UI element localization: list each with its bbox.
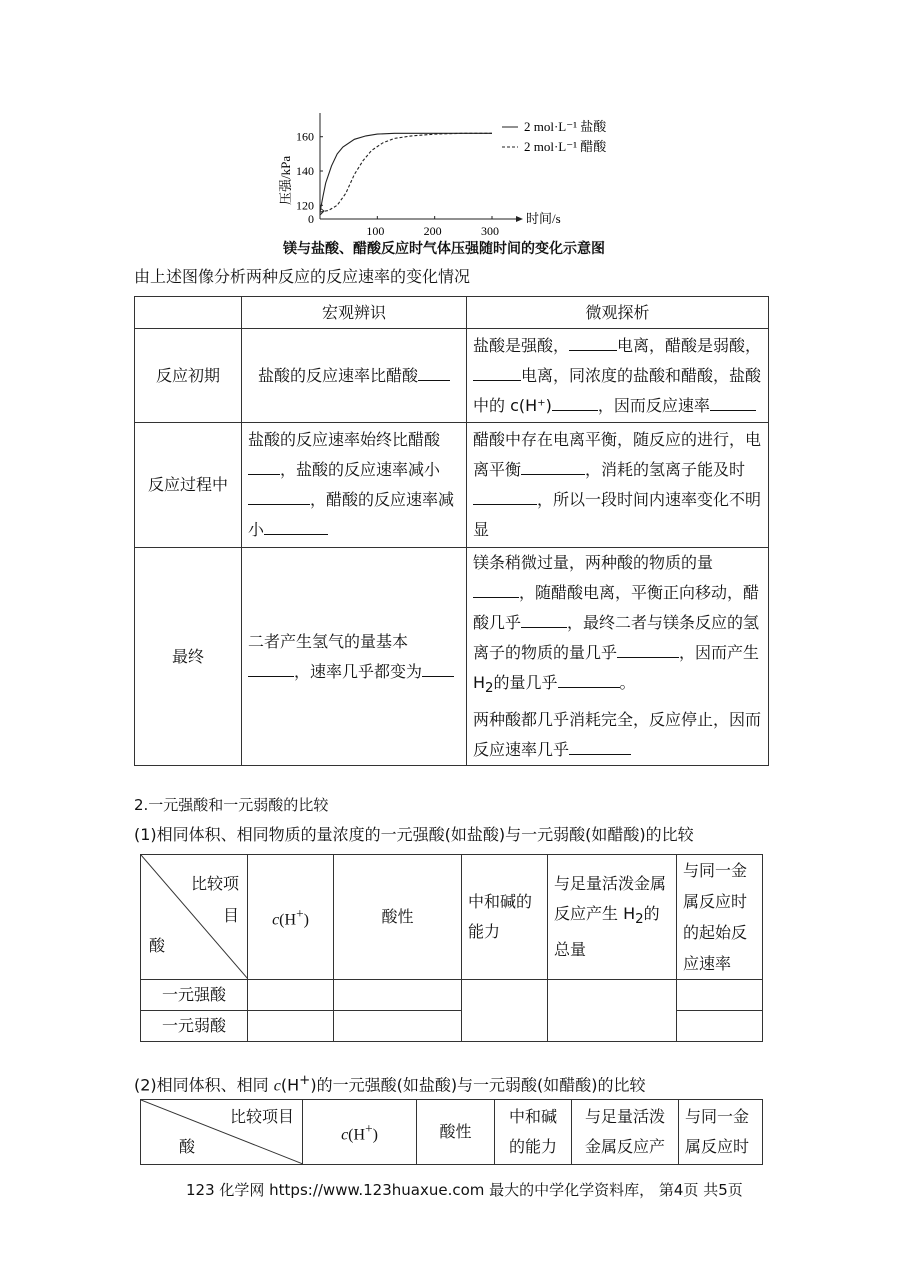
diag-top-label: 比较项	[190, 874, 239, 893]
cell-empty	[334, 980, 462, 1011]
row-weak-acid: 一元弱酸	[141, 1011, 248, 1042]
y-tick-label: 160	[296, 129, 314, 144]
diag-bottom-label: 酸	[149, 936, 166, 955]
header-neutralize: 中和碱的能力	[462, 855, 548, 980]
y-tick-label: 140	[296, 164, 314, 178]
micro-process: 醋酸中存在电离平衡，随反应的进行，电 离平衡 ，消耗的氢离子能及时 ，所以一段时间内速率变化不明 显	[467, 423, 769, 548]
section2-sub1: (1)相同体积、相同物质的量浓度的一元强酸(如盐酸)与一元弱酸(如醋酸)的比较	[134, 825, 694, 844]
diag-top-label: 比较项目	[229, 1107, 294, 1126]
strong-weak-acid-table-1	[140, 854, 763, 1042]
header-initial-rate: 与同一金属反应时的起始反应速率	[677, 855, 763, 980]
y-tick-label: 120	[296, 198, 314, 213]
x-tick-label: 0	[308, 212, 314, 226]
row-label-process: 反应过程中	[135, 423, 242, 548]
row-label-initial: 反应初期	[135, 329, 242, 423]
rate-analysis-table	[134, 296, 769, 766]
diag-bottom-label: 酸	[179, 1137, 196, 1156]
cell-empty	[677, 980, 763, 1011]
header-rate: 与同一金 属反应时	[679, 1100, 763, 1165]
micro-initial: 盐酸是强酸， 电离，醋酸是弱酸， 电离，同浓度的盐酸和醋酸，盐酸 中的 c(H⁺) ，因而反应速率	[467, 329, 769, 423]
table1-header-micro: 微观探析	[467, 297, 769, 329]
table3-diagonal-header	[141, 1100, 303, 1165]
table1-header-macro: 宏观辨识	[242, 297, 467, 329]
series-line-hcl	[320, 133, 492, 212]
page-footer: 123 化学网 https://www.123huaxue.com 最大的中学化学资料库， 第4页 共5页	[186, 1181, 743, 1199]
x-axis-label: 时间/s	[526, 211, 561, 226]
header-h2-total: 与足量活泼金属 反应产生 $H_2$的 总量	[548, 855, 677, 980]
chart-series	[320, 119, 607, 212]
y-axis-label: 压强/kPa	[278, 155, 293, 205]
header-h2: 与足量活泼 金属反应产	[572, 1100, 679, 1165]
header-acidity: 酸性	[334, 855, 462, 980]
header-ch: c(H+)	[248, 855, 334, 980]
table1-header-empty	[135, 297, 242, 329]
header-acidity: 酸性	[417, 1100, 495, 1165]
macro-final: 二者产生氢气的量基本 ，速率几乎都变为	[242, 548, 467, 766]
diag-top-label-2: 目	[222, 906, 239, 925]
cell-empty	[248, 980, 334, 1011]
x-tick-label: 100	[366, 224, 385, 238]
cell-empty	[677, 1011, 763, 1042]
cell-empty	[334, 1011, 462, 1042]
chart-caption: 镁与盐酸、醋酸反应时气体压强随时间的变化示意图	[283, 241, 605, 257]
pressure-time-chart	[260, 105, 660, 253]
cell-empty	[248, 1011, 334, 1042]
row-strong-acid: 一元强酸	[141, 980, 248, 1011]
section2-sub2: (2)相同体积、相同 c(H+)的一元强酸(如盐酸)与一元弱酸(如醋酸)的比较	[134, 1073, 646, 1095]
macro-initial: 盐酸的反应速率比醋酸	[242, 329, 467, 423]
legend-label: 2 mol·L⁻¹ 盐酸	[524, 119, 607, 134]
chart-axes	[278, 113, 561, 238]
macro-process: 盐酸的反应速率始终比醋酸 ，盐酸的反应速率减小 ，醋酸的反应速率减 小	[242, 423, 467, 548]
header-neutralize: 中和碱 的能力	[495, 1100, 572, 1165]
cell-empty-merged	[462, 980, 548, 1042]
row-label-final: 最终	[135, 548, 242, 766]
cell-empty-merged	[548, 980, 677, 1042]
section2-title: 2.一元强酸和一元弱酸的比较	[134, 796, 329, 814]
intro-text: 由上述图像分析两种反应的反应速率的变化情况	[134, 267, 471, 286]
table2-diagonal-header	[141, 855, 248, 980]
x-tick-label: 200	[423, 224, 442, 238]
strong-weak-acid-table-2	[140, 1099, 763, 1165]
x-axis-arrow	[516, 216, 523, 222]
header-ch: c(H+)	[303, 1100, 417, 1165]
micro-final: 镁条稍微过量，两种酸的物质的量 ，随醋酸电离，平衡正向移动，醋 酸几乎 ，最终二者与镁条反应的氢 离子的物质的量几乎 ，因而产生 $H_2$的量几乎 。 两种酸都几乎消耗完全，反应停止，因而 反应速率几乎	[467, 548, 769, 766]
legend-label: 2 mol·L⁻¹ 醋酸	[524, 139, 607, 154]
x-tick-label: 300	[481, 224, 499, 238]
